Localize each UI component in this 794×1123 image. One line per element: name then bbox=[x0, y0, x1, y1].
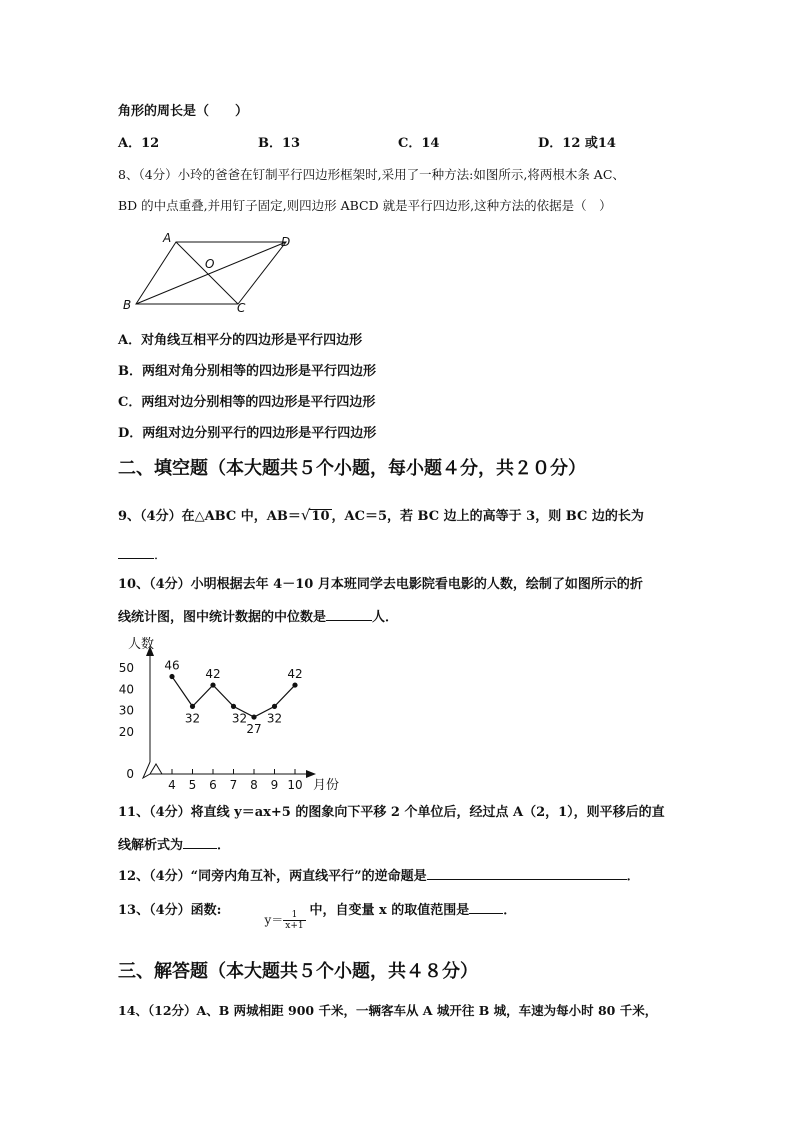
data-label-10: 42 bbox=[287, 667, 303, 682]
label-c: C bbox=[237, 301, 246, 315]
q8-option-b: B．两组对角分别相等的四边形是平行四边形 bbox=[118, 364, 376, 379]
q9-line2 bbox=[118, 546, 167, 564]
q13-mid: 中，自变量 x 的取值范围是 bbox=[309, 903, 470, 918]
q11-line2-end: ． bbox=[217, 838, 231, 853]
q10-line1: 10、（4分）小明根据去年 4－10 月本班同学去电影院看电影的人数，绘制了如图所示的折 bbox=[118, 577, 643, 592]
q13-frac-num: 1 bbox=[283, 910, 305, 921]
q14-line1: 14、（12分）A、B 两城相距 900 千米，一辆客车从 A 城开往 B 城，车速为每小时 80 千米， bbox=[118, 1003, 658, 1018]
q8-option-c: C．两组对边分别相等的四边形是平行四边形 bbox=[118, 395, 376, 410]
x-tick-label-10: 10 bbox=[287, 778, 303, 792]
label-a: A bbox=[163, 231, 172, 245]
q12-end: ． bbox=[626, 869, 640, 884]
y-tick-label-30: 30 bbox=[118, 703, 134, 718]
x-axis-arrow bbox=[306, 770, 316, 778]
q8-line2: BD 的中点重叠,并用钉子固定,则四边形 ABCD 就是平行四边形,这种方法的依据是（ ） bbox=[118, 198, 612, 213]
data-label-5: 32 bbox=[184, 711, 201, 726]
q13-answer-blank bbox=[469, 901, 503, 914]
q8-option-a: A．对角线互相平分的四边形是平行四边形 bbox=[118, 333, 363, 348]
data-label-6: 42 bbox=[205, 667, 221, 682]
y-axis-label: 人数 bbox=[128, 637, 155, 652]
q11-answer-blank bbox=[183, 836, 217, 849]
q9-sqrt-value: 10 bbox=[311, 509, 330, 524]
q11-line1: 11、（4分）将直线 y＝ax+5 的图象向下平移 2 个单位后，经过点 A（2，1），则平移后的直 bbox=[118, 805, 665, 820]
q12-answer-blank bbox=[427, 867, 627, 880]
q13-frac-lhs: y＝ bbox=[264, 913, 284, 927]
q11-line2 bbox=[118, 836, 230, 854]
q10-line2 bbox=[118, 608, 398, 626]
parallelogram-figure bbox=[118, 228, 308, 318]
x-tick-label-8: 8 bbox=[250, 778, 258, 792]
label-o: O bbox=[205, 257, 215, 271]
section-2-title: 二、填空题（本大题共５个小题，每小题４分，共２０分） bbox=[118, 458, 586, 479]
data-label-7: 32 bbox=[231, 711, 248, 726]
line-chart bbox=[110, 632, 350, 792]
q9-part2: ，AC＝5，若 BC 边上的高等于 3，则 BC 边的长为 bbox=[331, 509, 644, 524]
q7-option-a: A．12 bbox=[118, 136, 160, 151]
diagonal-ac bbox=[176, 242, 238, 304]
data-point-8 bbox=[251, 714, 256, 719]
q13-line bbox=[118, 900, 517, 931]
data-label-9: 32 bbox=[266, 711, 283, 726]
q10-answer-blank bbox=[326, 608, 372, 621]
label-d: D bbox=[281, 235, 291, 249]
q7-option-d: D．12 或14 bbox=[538, 136, 616, 151]
q7-option-c: C．14 bbox=[398, 136, 440, 151]
label-b: B bbox=[123, 298, 132, 312]
q12-start: 12、（4分）“同旁内角互补，两直线平行”的逆命题是 bbox=[118, 869, 427, 884]
axis-break-mark bbox=[143, 762, 162, 778]
q13-end: ． bbox=[503, 903, 517, 918]
x-tick-label-7: 7 bbox=[229, 778, 238, 792]
q8-option-d: D．两组对边分别平行的四边形是平行四边形 bbox=[118, 426, 377, 441]
q9-part1: 9、（4分）在△ABC 中，AB＝ bbox=[118, 509, 301, 524]
q11-line2-start: 线解析式为 bbox=[118, 838, 184, 853]
q9-line1: 9、（4分）在△ABC 中，AB＝√10 ，AC＝5，若 BC 边上的高等于 3，则 BC 边的长为 bbox=[118, 506, 644, 524]
data-point-10 bbox=[292, 682, 297, 687]
data-point-5 bbox=[190, 704, 195, 709]
q10-line2-start: 线统计图，图中统计数据的中位数是 bbox=[118, 610, 327, 625]
q13-fraction bbox=[283, 910, 305, 931]
x-tick-label-5: 5 bbox=[188, 778, 197, 792]
q13-frac-den: x+1 bbox=[285, 921, 304, 931]
q7-text-tail: 角形的周长是（ ） bbox=[118, 104, 249, 119]
q13-start: 13、（4分）函数: bbox=[118, 903, 222, 918]
q9-end: ． bbox=[154, 548, 168, 563]
y-tick-label-50: 50 bbox=[118, 661, 134, 675]
diagonal-bd bbox=[136, 242, 286, 304]
q10-line2-end: 人． bbox=[372, 610, 399, 625]
q8-line1: 8、（4分）小玲的爸爸在钉制平行四边形框架时,采用了一种方法:如图所示,将两根木条 AC、 bbox=[118, 167, 625, 182]
data-point-4 bbox=[169, 674, 174, 679]
q9-answer-blank bbox=[118, 546, 154, 559]
data-label-8: 27 bbox=[246, 722, 262, 737]
data-point-7 bbox=[231, 704, 236, 709]
x-axis-label: 月份 bbox=[313, 778, 340, 792]
data-point-6 bbox=[210, 682, 215, 687]
x-tick-label-9: 9 bbox=[270, 778, 279, 792]
section-3-title: 三、解答题（本大题共５个小题，共４８分） bbox=[118, 961, 478, 982]
data-point-9 bbox=[272, 704, 277, 709]
y-tick-label-40: 40 bbox=[118, 682, 134, 697]
q7-option-b: B．13 bbox=[258, 136, 301, 151]
x-tick-label-6: 6 bbox=[209, 778, 217, 792]
y-tick-label-20: 20 bbox=[118, 725, 134, 739]
q12-line bbox=[118, 867, 640, 885]
data-label-4: 46 bbox=[164, 658, 180, 673]
y-tick-label-0: 0 bbox=[126, 767, 134, 781]
x-tick-label-4: 4 bbox=[168, 778, 176, 792]
